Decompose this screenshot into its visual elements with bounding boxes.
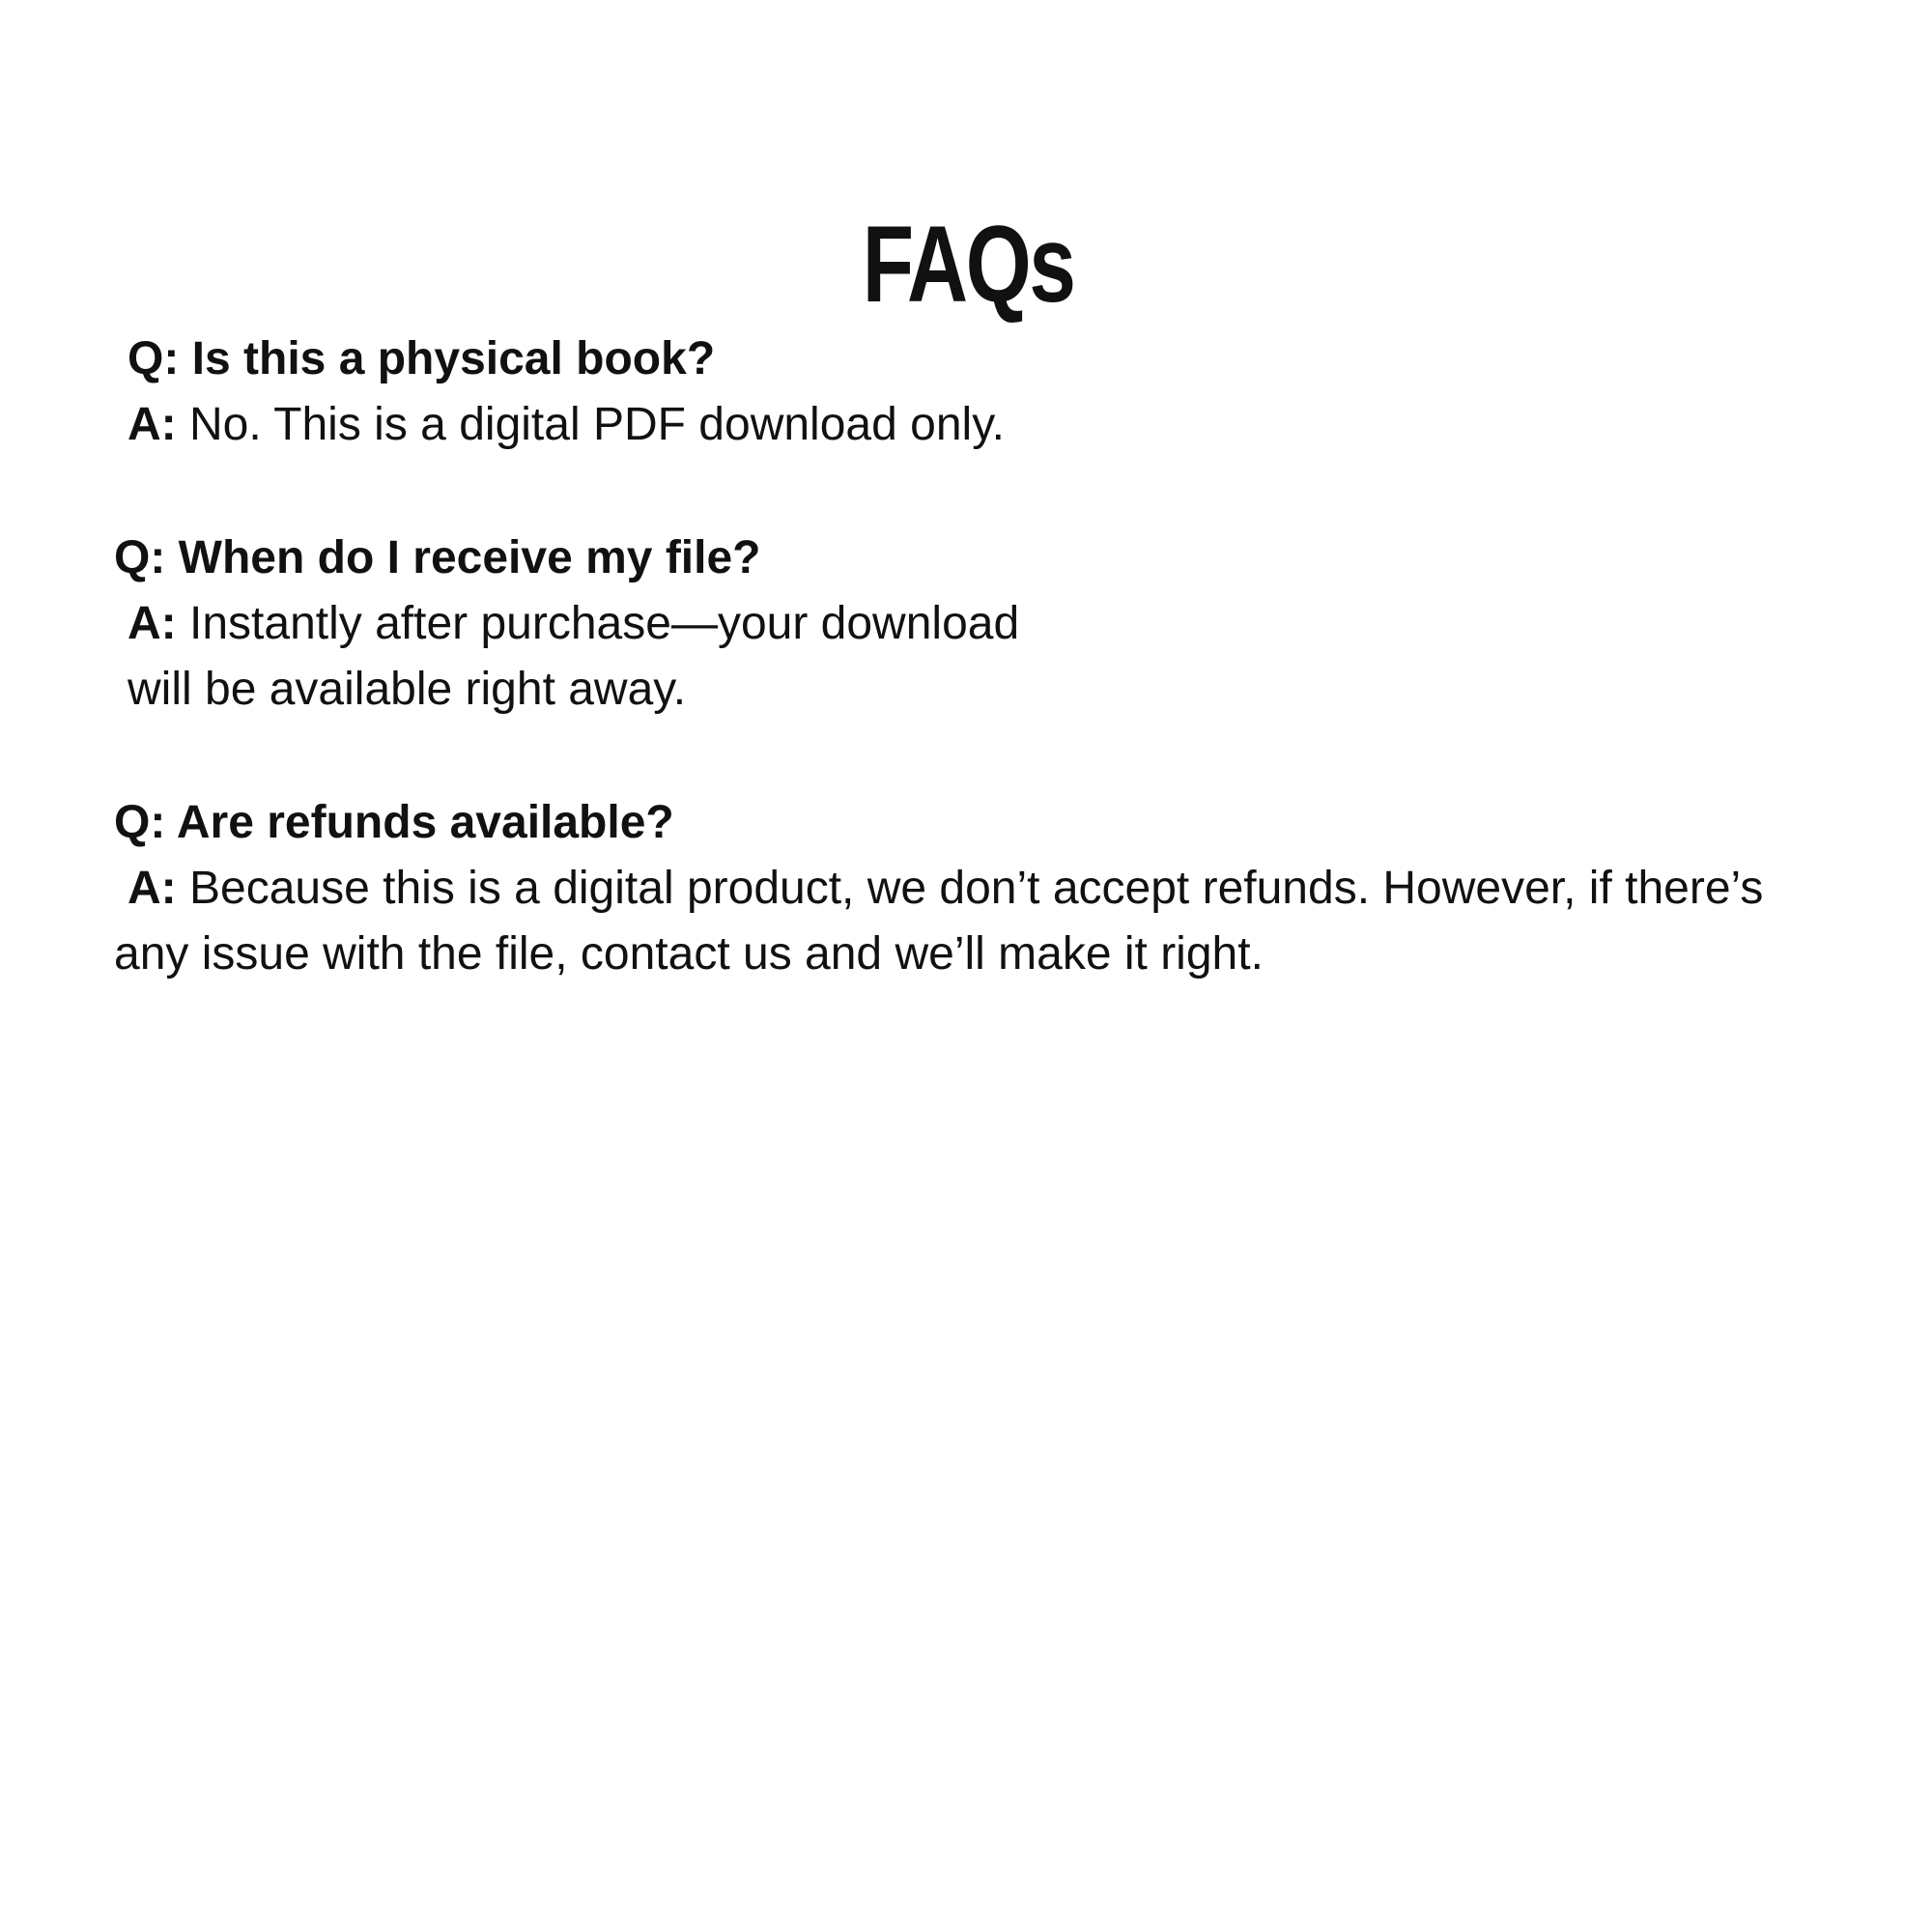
faq-question: Q: Is this a physical book? [128,333,716,384]
answer-label: A: [128,863,177,914]
faq-answer [128,399,1005,450]
faq-question: Q: When do I receive my file? [114,532,761,583]
answer-text: No. This is a digital PDF download only. [189,399,1005,450]
answer-label: A: [128,399,177,450]
answer-text: Instantly after purchase—your download [189,598,1020,649]
answer-text-continued: will be available right away. [128,664,687,715]
faq-question: Q: Are refunds available? [114,797,674,848]
answer-text: Because this is a digital product, we don’t accept refunds. However, if there’s [189,863,1764,914]
page-title: FAQs [862,204,1074,325]
faq-answer [128,598,1020,649]
answer-text-continued: any issue with the file, contact us and we’ll make it right. [114,928,1264,980]
faq-answer [128,863,1764,914]
answer-label: A: [128,598,177,649]
